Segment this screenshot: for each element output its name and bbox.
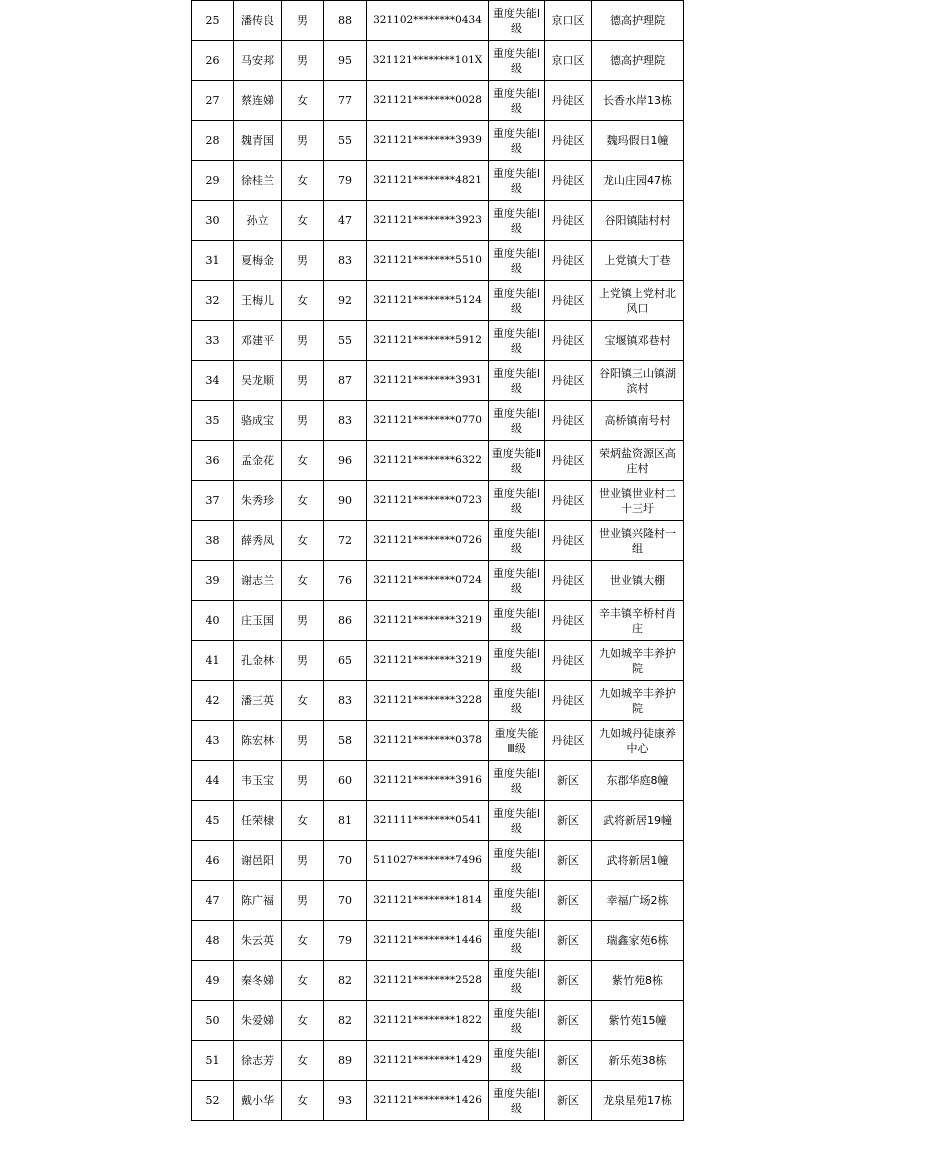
table-row	[192, 81, 684, 121]
address-cell: 宝堰镇邓巷村	[592, 321, 684, 361]
disability-level-cell: 重度失能Ⅰ级	[489, 841, 545, 881]
district-cell: 新区	[545, 841, 592, 881]
table-row	[192, 441, 684, 481]
gender-cell: 男	[282, 401, 324, 441]
age-cell: 87	[324, 361, 367, 401]
disability-level-cell: 重度失能Ⅰ级	[489, 761, 545, 801]
table-row	[192, 521, 684, 561]
age-cell: 76	[324, 561, 367, 601]
id-number-cell: 321121********5912	[367, 321, 489, 361]
disability-level-cell: 重度失能Ⅰ级	[489, 1081, 545, 1121]
gender-cell: 女	[282, 801, 324, 841]
id-number-cell: 511027********7496	[367, 841, 489, 881]
disability-level-cell: 重度失能Ⅰ级	[489, 881, 545, 921]
seq-cell: 49	[192, 961, 234, 1001]
name-cell: 戴小华	[234, 1081, 282, 1121]
address-cell: 紫竹苑15幢	[592, 1001, 684, 1041]
table-row	[192, 1001, 684, 1041]
gender-cell: 女	[282, 1041, 324, 1081]
gender-cell: 女	[282, 201, 324, 241]
id-number-cell: 321121********0724	[367, 561, 489, 601]
table-row	[192, 401, 684, 441]
district-cell: 丹徒区	[545, 281, 592, 321]
table-row	[192, 601, 684, 641]
table-body	[192, 1, 684, 1121]
id-number-cell: 321121********1446	[367, 921, 489, 961]
id-number-cell: 321121********2528	[367, 961, 489, 1001]
name-cell: 王梅儿	[234, 281, 282, 321]
age-cell: 90	[324, 481, 367, 521]
district-cell: 丹徒区	[545, 481, 592, 521]
district-cell: 新区	[545, 1081, 592, 1121]
age-cell: 89	[324, 1041, 367, 1081]
gender-cell: 男	[282, 361, 324, 401]
id-number-cell: 321121********1429	[367, 1041, 489, 1081]
district-cell: 新区	[545, 961, 592, 1001]
seq-cell: 28	[192, 121, 234, 161]
disability-level-cell: 重度失能Ⅰ级	[489, 641, 545, 681]
name-cell: 邓建平	[234, 321, 282, 361]
seq-cell: 36	[192, 441, 234, 481]
disability-level-cell: 重度失能Ⅰ级	[489, 201, 545, 241]
gender-cell: 女	[282, 1081, 324, 1121]
age-cell: 55	[324, 121, 367, 161]
disability-level-cell: 重度失能Ⅰ级	[489, 601, 545, 641]
id-number-cell: 321121********0723	[367, 481, 489, 521]
table-row	[192, 881, 684, 921]
age-cell: 83	[324, 681, 367, 721]
age-cell: 58	[324, 721, 367, 761]
gender-cell: 男	[282, 241, 324, 281]
table-row	[192, 1041, 684, 1081]
address-cell: 世业镇大棚	[592, 561, 684, 601]
disability-level-cell: 重度失能Ⅰ级	[489, 801, 545, 841]
address-cell: 东郡华庭8幢	[592, 761, 684, 801]
district-cell: 新区	[545, 761, 592, 801]
district-cell: 新区	[545, 801, 592, 841]
age-cell: 81	[324, 801, 367, 841]
seq-cell: 41	[192, 641, 234, 681]
seq-cell: 31	[192, 241, 234, 281]
seq-cell: 50	[192, 1001, 234, 1041]
disability-level-cell: 重度失能Ⅰ级	[489, 1041, 545, 1081]
table-row	[192, 41, 684, 81]
table-row	[192, 241, 684, 281]
gender-cell: 女	[282, 961, 324, 1001]
seq-cell: 44	[192, 761, 234, 801]
id-number-cell: 321121********0726	[367, 521, 489, 561]
address-cell: 德高护理院	[592, 1, 684, 41]
disability-level-cell: 重度失能Ⅰ级	[489, 1001, 545, 1041]
disability-level-cell: 重度失能Ⅰ级	[489, 1, 545, 41]
table-row	[192, 641, 684, 681]
seq-cell: 25	[192, 1, 234, 41]
name-cell: 孔金林	[234, 641, 282, 681]
address-cell: 九如城辛丰养护院	[592, 681, 684, 721]
disability-level-cell: 重度失能Ⅰ级	[489, 361, 545, 401]
seq-cell: 38	[192, 521, 234, 561]
disability-level-cell: 重度失能Ⅰ级	[489, 521, 545, 561]
address-cell: 德高护理院	[592, 41, 684, 81]
disability-level-cell: 重度失能Ⅰ级	[489, 241, 545, 281]
name-cell: 朱云英	[234, 921, 282, 961]
seq-cell: 46	[192, 841, 234, 881]
disability-level-cell: 重度失能Ⅰ级	[489, 81, 545, 121]
name-cell: 马安邦	[234, 41, 282, 81]
name-cell: 陈宏林	[234, 721, 282, 761]
table-row	[192, 1, 684, 41]
gender-cell: 男	[282, 841, 324, 881]
disability-level-cell: 重度失能Ⅰ级	[489, 961, 545, 1001]
name-cell: 秦冬娣	[234, 961, 282, 1001]
age-cell: 86	[324, 601, 367, 641]
seq-cell: 29	[192, 161, 234, 201]
district-cell: 丹徒区	[545, 201, 592, 241]
name-cell: 潘传良	[234, 1, 282, 41]
address-cell: 幸福广场2栋	[592, 881, 684, 921]
district-cell: 新区	[545, 921, 592, 961]
disability-level-cell: 重度失能Ⅰ级	[489, 561, 545, 601]
seq-cell: 40	[192, 601, 234, 641]
seq-cell: 51	[192, 1041, 234, 1081]
district-cell: 丹徒区	[545, 361, 592, 401]
seq-cell: 45	[192, 801, 234, 841]
address-cell: 龙泉星苑17栋	[592, 1081, 684, 1121]
name-cell: 潘三英	[234, 681, 282, 721]
table-row	[192, 921, 684, 961]
seq-cell: 34	[192, 361, 234, 401]
gender-cell: 男	[282, 881, 324, 921]
gender-cell: 女	[282, 921, 324, 961]
age-cell: 82	[324, 1001, 367, 1041]
id-number-cell: 321121********4821	[367, 161, 489, 201]
name-cell: 蔡连娣	[234, 81, 282, 121]
district-cell: 丹徒区	[545, 561, 592, 601]
district-cell: 丹徒区	[545, 641, 592, 681]
address-cell: 武将新居19幢	[592, 801, 684, 841]
address-cell: 谷阳镇三山镇湖滨村	[592, 361, 684, 401]
name-cell: 朱秀珍	[234, 481, 282, 521]
table-row	[192, 201, 684, 241]
table-row	[192, 841, 684, 881]
seq-cell: 42	[192, 681, 234, 721]
gender-cell: 女	[282, 521, 324, 561]
age-cell: 83	[324, 241, 367, 281]
gender-cell: 女	[282, 481, 324, 521]
table-row	[192, 1081, 684, 1121]
disability-level-cell: 重度失能Ⅰ级	[489, 321, 545, 361]
address-cell: 龙山庄园47栋	[592, 161, 684, 201]
age-cell: 92	[324, 281, 367, 321]
age-cell: 93	[324, 1081, 367, 1121]
id-number-cell: 321121********5510	[367, 241, 489, 281]
district-cell: 丹徒区	[545, 241, 592, 281]
address-cell: 长香水岸13栋	[592, 81, 684, 121]
gender-cell: 女	[282, 561, 324, 601]
address-cell: 上党镇上党村北风口	[592, 281, 684, 321]
seq-cell: 27	[192, 81, 234, 121]
disability-level-cell: 重度失能Ⅱ级	[489, 441, 545, 481]
age-cell: 79	[324, 921, 367, 961]
id-number-cell: 321111********0541	[367, 801, 489, 841]
gender-cell: 女	[282, 281, 324, 321]
address-cell: 世业镇兴隆村一组	[592, 521, 684, 561]
district-cell: 京口区	[545, 1, 592, 41]
id-number-cell: 321121********101X	[367, 41, 489, 81]
id-number-cell: 321121********3939	[367, 121, 489, 161]
id-number-cell: 321121********6322	[367, 441, 489, 481]
gender-cell: 女	[282, 161, 324, 201]
disability-level-cell: 重度失能Ⅰ级	[489, 41, 545, 81]
address-cell: 世业镇世业村二十三圩	[592, 481, 684, 521]
id-number-cell: 321121********3916	[367, 761, 489, 801]
id-number-cell: 321121********0028	[367, 81, 489, 121]
name-cell: 朱爱娣	[234, 1001, 282, 1041]
id-number-cell: 321121********1814	[367, 881, 489, 921]
gender-cell: 男	[282, 1, 324, 41]
age-cell: 47	[324, 201, 367, 241]
age-cell: 72	[324, 521, 367, 561]
gender-cell: 女	[282, 681, 324, 721]
id-number-cell: 321121********3923	[367, 201, 489, 241]
table-row	[192, 481, 684, 521]
table-row	[192, 961, 684, 1001]
district-cell: 新区	[545, 1041, 592, 1081]
table-row	[192, 121, 684, 161]
disability-level-cell: 重度失能Ⅲ级	[489, 721, 545, 761]
name-cell: 任荣棣	[234, 801, 282, 841]
name-cell: 孙立	[234, 201, 282, 241]
gender-cell: 男	[282, 641, 324, 681]
district-cell: 新区	[545, 881, 592, 921]
name-cell: 骆成宝	[234, 401, 282, 441]
name-cell: 韦玉宝	[234, 761, 282, 801]
document-sheet	[191, 0, 684, 1121]
gender-cell: 男	[282, 321, 324, 361]
address-cell: 上党镇大丁巷	[592, 241, 684, 281]
id-number-cell: 321121********3931	[367, 361, 489, 401]
table-row	[192, 361, 684, 401]
disability-level-cell: 重度失能Ⅰ级	[489, 281, 545, 321]
seq-cell: 32	[192, 281, 234, 321]
address-cell: 高桥镇南号村	[592, 401, 684, 441]
address-cell: 辛丰镇辛桥村肖庄	[592, 601, 684, 641]
district-cell: 新区	[545, 1001, 592, 1041]
district-cell: 丹徒区	[545, 121, 592, 161]
address-cell: 魏玛假日1幢	[592, 121, 684, 161]
age-cell: 79	[324, 161, 367, 201]
name-cell: 徐志芳	[234, 1041, 282, 1081]
district-cell: 丹徒区	[545, 441, 592, 481]
age-cell: 70	[324, 841, 367, 881]
disability-level-cell: 重度失能Ⅰ级	[489, 161, 545, 201]
gender-cell: 女	[282, 81, 324, 121]
district-cell: 丹徒区	[545, 161, 592, 201]
age-cell: 70	[324, 881, 367, 921]
age-cell: 65	[324, 641, 367, 681]
seq-cell: 43	[192, 721, 234, 761]
seq-cell: 35	[192, 401, 234, 441]
district-cell: 丹徒区	[545, 521, 592, 561]
id-number-cell: 321121********3228	[367, 681, 489, 721]
seq-cell: 47	[192, 881, 234, 921]
seq-cell: 39	[192, 561, 234, 601]
district-cell: 丹徒区	[545, 321, 592, 361]
disability-level-cell: 重度失能Ⅰ级	[489, 681, 545, 721]
name-cell: 吴龙顺	[234, 361, 282, 401]
name-cell: 谢邑阳	[234, 841, 282, 881]
table-row	[192, 801, 684, 841]
district-cell: 京口区	[545, 41, 592, 81]
gender-cell: 男	[282, 761, 324, 801]
table-row	[192, 681, 684, 721]
age-cell: 82	[324, 961, 367, 1001]
district-cell: 丹徒区	[545, 601, 592, 641]
disability-level-cell: 重度失能Ⅰ级	[489, 121, 545, 161]
seq-cell: 48	[192, 921, 234, 961]
id-number-cell: 321121********1822	[367, 1001, 489, 1041]
seq-cell: 26	[192, 41, 234, 81]
disability-roster-table	[191, 0, 684, 1121]
id-number-cell: 321121********5124	[367, 281, 489, 321]
gender-cell: 男	[282, 721, 324, 761]
seq-cell: 52	[192, 1081, 234, 1121]
address-cell: 九如城丹徒康养中心	[592, 721, 684, 761]
id-number-cell: 321121********3219	[367, 601, 489, 641]
age-cell: 60	[324, 761, 367, 801]
gender-cell: 女	[282, 441, 324, 481]
table-row	[192, 761, 684, 801]
district-cell: 丹徒区	[545, 81, 592, 121]
table-row	[192, 561, 684, 601]
seq-cell: 30	[192, 201, 234, 241]
id-number-cell: 321121********3219	[367, 641, 489, 681]
name-cell: 陈广福	[234, 881, 282, 921]
gender-cell: 男	[282, 41, 324, 81]
id-number-cell: 321102********0434	[367, 1, 489, 41]
name-cell: 薛秀凤	[234, 521, 282, 561]
age-cell: 83	[324, 401, 367, 441]
name-cell: 魏青国	[234, 121, 282, 161]
disability-level-cell: 重度失能Ⅰ级	[489, 401, 545, 441]
address-cell: 九如城辛丰养护院	[592, 641, 684, 681]
district-cell: 丹徒区	[545, 401, 592, 441]
id-number-cell: 321121********1426	[367, 1081, 489, 1121]
disability-level-cell: 重度失能Ⅰ级	[489, 921, 545, 961]
seq-cell: 37	[192, 481, 234, 521]
address-cell: 谷阳镇陆村村	[592, 201, 684, 241]
name-cell: 夏梅金	[234, 241, 282, 281]
age-cell: 96	[324, 441, 367, 481]
table-row	[192, 321, 684, 361]
name-cell: 孟金花	[234, 441, 282, 481]
name-cell: 徐桂兰	[234, 161, 282, 201]
gender-cell: 男	[282, 601, 324, 641]
disability-level-cell: 重度失能Ⅰ级	[489, 481, 545, 521]
age-cell: 55	[324, 321, 367, 361]
gender-cell: 女	[282, 1001, 324, 1041]
age-cell: 95	[324, 41, 367, 81]
id-number-cell: 321121********0378	[367, 721, 489, 761]
address-cell: 瑞鑫家苑6栋	[592, 921, 684, 961]
table-row	[192, 161, 684, 201]
table-row	[192, 721, 684, 761]
gender-cell: 男	[282, 121, 324, 161]
table-row	[192, 281, 684, 321]
address-cell: 新乐苑38栋	[592, 1041, 684, 1081]
name-cell: 谢志兰	[234, 561, 282, 601]
address-cell: 紫竹苑8栋	[592, 961, 684, 1001]
seq-cell: 33	[192, 321, 234, 361]
district-cell: 丹徒区	[545, 721, 592, 761]
address-cell: 荣炳盐资源区高庄村	[592, 441, 684, 481]
district-cell: 丹徒区	[545, 681, 592, 721]
id-number-cell: 321121********0770	[367, 401, 489, 441]
name-cell: 庄玉国	[234, 601, 282, 641]
age-cell: 88	[324, 1, 367, 41]
age-cell: 77	[324, 81, 367, 121]
address-cell: 武将新居1幢	[592, 841, 684, 881]
